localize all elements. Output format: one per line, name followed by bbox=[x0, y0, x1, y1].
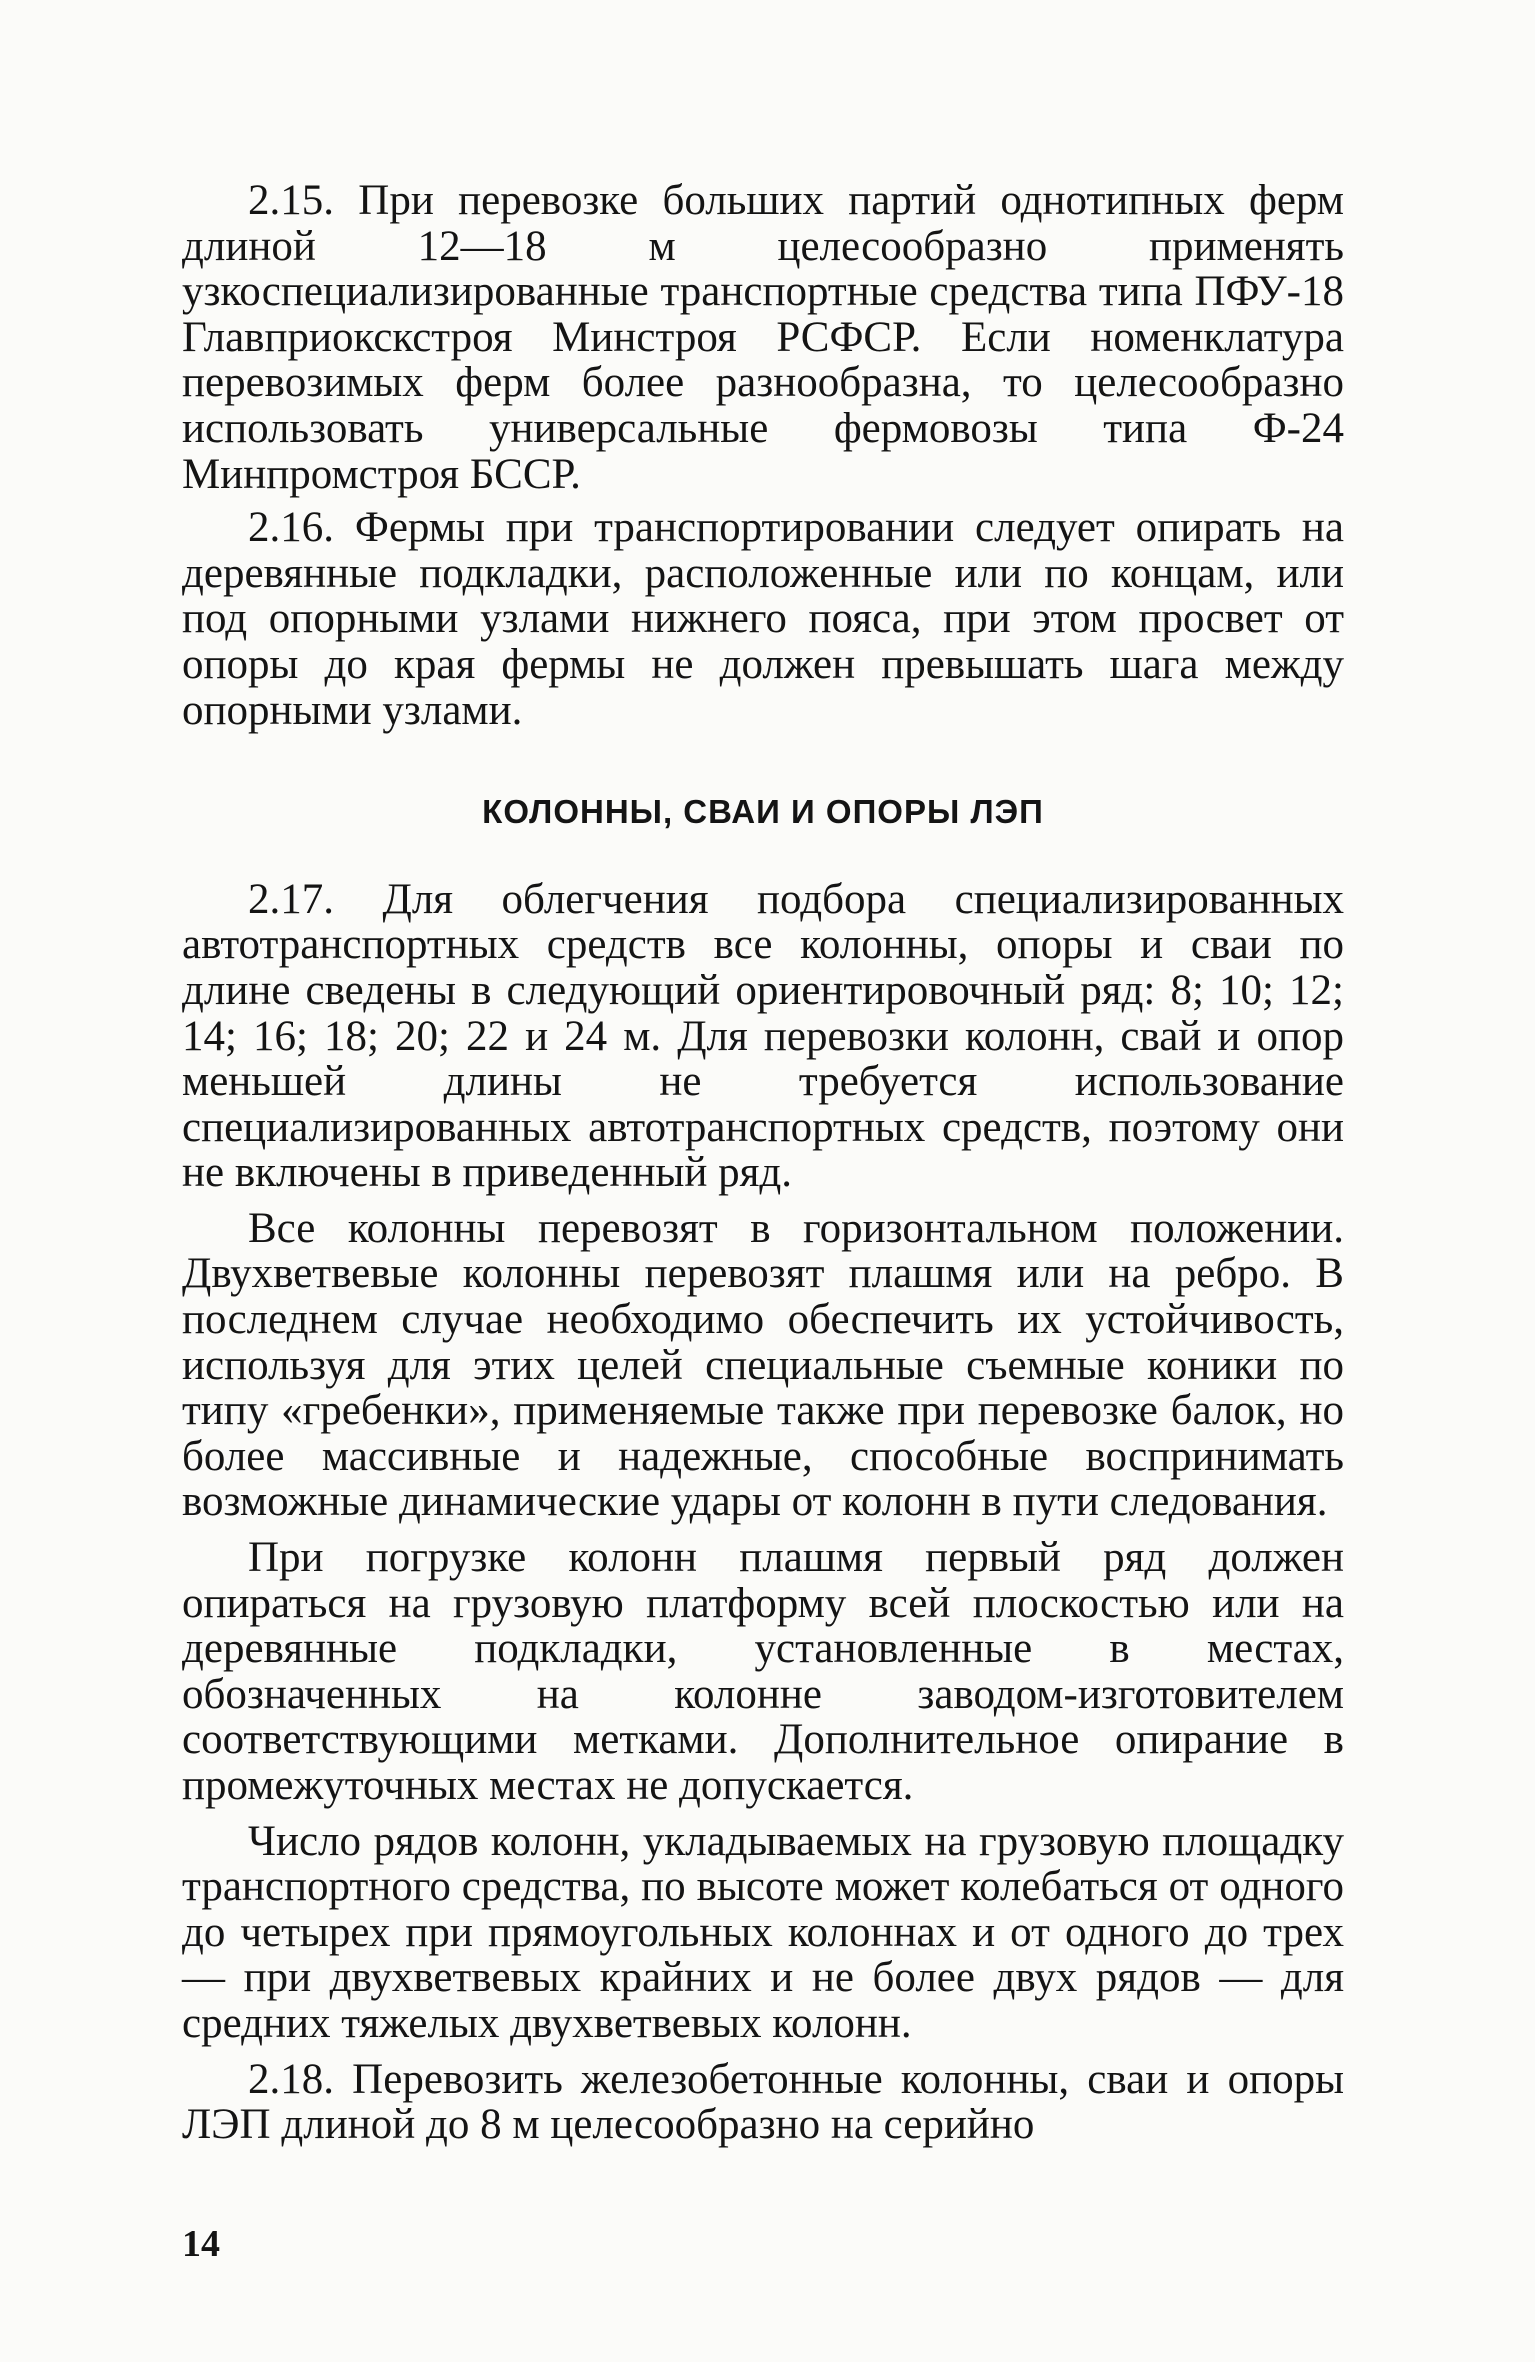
page-body bbox=[182, 178, 1344, 2148]
paragraph-number-of-rows: Число рядов колонн, укладываемых на грузовую площадку транспортного средства, по высоте может колебаться от одного до четырех при прямоугольных колоннах и от одного до трех — при двухветвевых крайних и не более двух рядов — для средних тяжелых двухветвевых колонн. bbox=[182, 1817, 1344, 2047]
page-number: 14 bbox=[182, 2223, 220, 2265]
section-heading: КОЛОННЫ, СВАИ И ОПОРЫ ЛЭП bbox=[482, 793, 1044, 831]
paragraph-2-18: 2.18. Перевозить железобетонные колонны, сваи и опоры ЛЭП длиной до 8 м целесообразно на серийно bbox=[182, 2055, 1344, 2149]
paragraph-2-16: 2.16. Фермы при транспортировании следует опирать на деревянные подкладки, расположенные или по концам, или под опорными узлами нижнего пояса, при этом просвет от опоры до края фермы не должен превышать шага между опорными узлами. bbox=[182, 504, 1344, 734]
paragraph-2-17: 2.17. Для облегчения подбора специализированных автотранспортных средств все колонны, опоры и сваи по длине сведены в следующий ориентировочный ряд: 8; 10; 12; 14; 16; 18; 20; 22 и 24 м. Для перевозки колонн, свай и опор меньшей длины не требуется использование специализированных автотранспортных средств, поэтому они не включены в приведенный ряд. bbox=[182, 875, 1344, 1197]
paragraph-all-columns: Все колонны перевозят в горизонтальном положении. Двухветвевые колонны перевозят плашмя или на ребро. В последнем случае необходимо обеспечить их устойчивость, используя для этих целей специальные съемные коники по типу «гребенки», применяемые также при перевозке балок, но более массивные и надежные, способные воспринимать возможные динамические удары от колонн в пути следования. bbox=[182, 1204, 1344, 1526]
paragraph-loading-flat: При погрузке колонн плашмя первый ряд должен опираться на грузовую платформу всей плоскостью или на деревянные подкладки, установленные в местах, обозначенных на колонне заводом-изготовителем соответствующими метками. Дополнительное опирание в промежуточных местах не допускается. bbox=[182, 1534, 1344, 1809]
paragraph-2-15: 2.15. При перевозке больших партий однотипных ферм длиной 12—18 м целесообразно применять узкоспециализированные транспортные средства типа ПФУ-18 Главприокскстроя Минстроя РСФСР. Если номенклатура перевозимых ферм более разнообразна, то целесообразно использовать универсальные фермовозы типа Ф-24 Минпромстроя БССР. bbox=[182, 177, 1344, 498]
